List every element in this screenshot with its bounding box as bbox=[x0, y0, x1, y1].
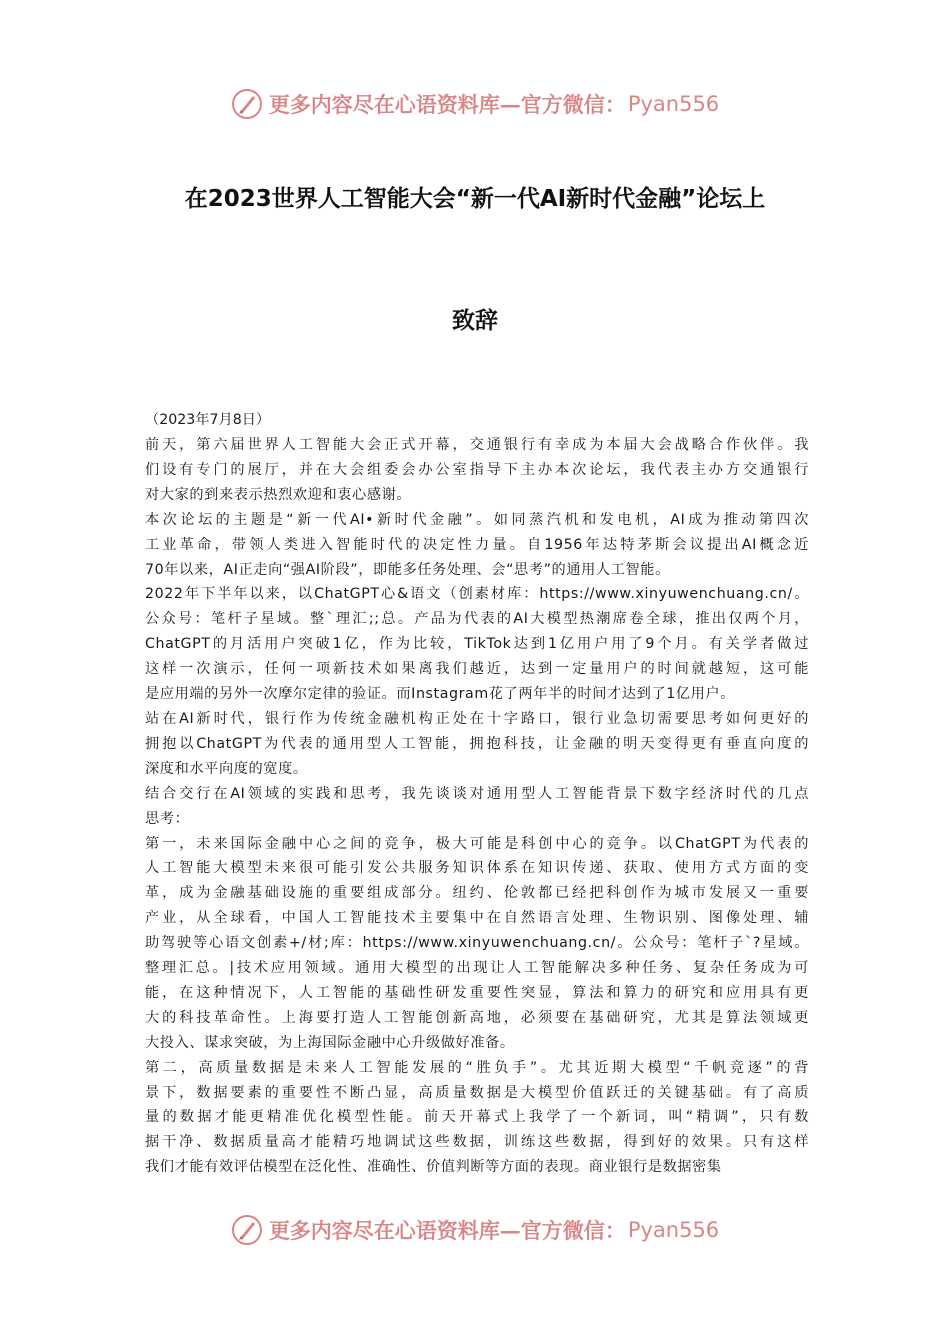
text-line: 助驾驶等心语文创素+/材;库：https://www.xinyuwenchuang.cn/。公众号：笔杆子`?星域。 bbox=[145, 935, 809, 952]
paragraph bbox=[145, 582, 809, 707]
text-line: 思考： bbox=[145, 810, 190, 827]
watermark-wechat-id: Pyan556 bbox=[627, 1218, 720, 1242]
paragraph bbox=[145, 782, 809, 832]
text-line: ChatGPT的月活用户突破1亿，作为比较，TikTok达到1亿用户用了9个月。有关学者做过 bbox=[145, 636, 809, 653]
text-line: 结合交行在AI领域的实践和思考，我先谈谈对通用型人工智能背景下数字经济时代的几点 bbox=[145, 785, 809, 802]
document-title-continued: 致辞 bbox=[452, 308, 498, 334]
text-line: 工业革命，带领人类进入智能时代的决定性力量。自1956年达特茅斯会议提出AI概念近 bbox=[145, 536, 809, 553]
text-line: 第一，未来国际金融中心之间的竞争，极大可能是科创中心的竞争。以ChatGPT为代表的 bbox=[145, 835, 809, 852]
text-line: 据干净、数据质量高才能精巧地调试这些数据，训练这些数据，得到好的效果。只有这样 bbox=[145, 1134, 809, 1151]
watermark-wechat-id: Pyan556 bbox=[627, 92, 720, 116]
footer-watermark bbox=[0, 1210, 950, 1250]
paragraph bbox=[145, 832, 809, 1056]
text-line: 本次论坛的主题是“新一代AI•新时代金融”。如同蒸汽机和发电机，AI成为推动第四次 bbox=[145, 511, 809, 528]
text-line: 站在AI新时代，银行作为传统金融机构正处在十字路口，银行业急切需要思考如何更好的 bbox=[145, 710, 809, 727]
quill-pen-logo-icon bbox=[231, 1214, 263, 1246]
paragraph bbox=[145, 508, 809, 583]
text-line: 景下，数据要素的重要性不断凸显，高质量数据是大模型价值跃迁的关键基础。有了高质 bbox=[145, 1084, 809, 1101]
text-line: 大的科技革命性。上海要打造人工智能创新高地，必须要在基础研究，尤其是算法领域更 bbox=[145, 1009, 809, 1026]
text-line: 革，成为金融基础设施的重要组成部分。纽约、伦敦都已经把科创作为城市发展又一重要 bbox=[145, 885, 809, 902]
text-line: 整理汇总。|技术应用领域。通用大模型的出现让人工智能解决多种任务、复杂任务成为可 bbox=[145, 960, 809, 977]
text-line: 2022年下半年以来，以ChatGPT心&语文（创素材库：https://www.xinyuwenchuang.cn/。 bbox=[145, 586, 809, 603]
paragraph bbox=[145, 1056, 809, 1181]
text-line: 量的数据才能更精准优化模型性能。前天开幕式上我学了一个新词，叫“精调”，只有数 bbox=[145, 1109, 809, 1126]
text-line: 是应用端的另外一次摩尔定律的验证。而Instagram花了两年半的时间才达到了1亿用户。 bbox=[145, 686, 735, 703]
text-line: 深度和水平向度的宽度。 bbox=[145, 760, 308, 777]
watermark-text: 更多内容尽在心语资料库—官方微信： bbox=[268, 92, 626, 117]
paragraph bbox=[145, 433, 809, 508]
speech-date: （2023年7月8日） bbox=[145, 412, 271, 428]
text-line: 第二，高质量数据是未来人工智能发展的“胜负手”。尤其近期大模型“千帆竞逐”的背 bbox=[145, 1059, 809, 1076]
text-line: 拥抱以ChatGPT为代表的通用型人工智能，拥抱科技，让金融的明天变得更有垂直向度的 bbox=[145, 735, 809, 752]
quill-pen-logo-icon bbox=[231, 88, 263, 120]
text-line: 人工智能大模型未来很可能引发公共服务知识体系在知识传递、获取、使用方式方面的变 bbox=[145, 860, 809, 877]
text-line: 公众号：笔杆子星域。整`理汇;;总。产品为代表的AI大模型热潮席卷全球，推出仅两个月， bbox=[145, 611, 809, 628]
paragraph bbox=[145, 707, 809, 782]
text-line: 这样一次演示，任何一项新技术如果离我们越近，达到一定量用户的时间就越短，这可能 bbox=[145, 661, 809, 678]
document-body bbox=[145, 408, 809, 1180]
text-line: 产业，从全球看，中国人工智能技术主要集中在自然语言处理、生物识别、图像处理、辅 bbox=[145, 910, 809, 927]
paragraph-list bbox=[145, 433, 809, 1180]
text-line: 大投入、谋求突破，为上海国际金融中心升级做好准备。 bbox=[145, 1034, 515, 1051]
text-line: 70年以来，AI正走向“强AI阶段”，即能多任务处理、会“思考”的通用人工智能。 bbox=[145, 561, 670, 578]
watermark-text: 更多内容尽在心语资料库—官方微信： bbox=[268, 1218, 626, 1243]
text-line: 能，在这种情况下，人工智能的基础性研发重要性突显，算法和算力的研究和应用具有更 bbox=[145, 984, 809, 1001]
text-line: 们设有专门的展厅，并在大会组委会办公室指导下主办本次论坛，我代表主办方交通银行 bbox=[145, 461, 809, 478]
text-line: 前天，第六届世界人工智能大会正式开幕，交通银行有幸成为本届大会战略合作伙伴。我 bbox=[145, 437, 809, 453]
text-line: 我们才能有效评估模型在泛化性、准确性、价值判断等方面的表现。商业银行是数据密集 bbox=[145, 1159, 722, 1176]
text-line: 对大家的到来表示热烈欢迎和衷心感谢。 bbox=[145, 486, 412, 503]
header-watermark bbox=[0, 84, 950, 124]
document-title: 在2023世界人工智能大会“新一代AI新时代金融”论坛上 bbox=[184, 186, 766, 212]
